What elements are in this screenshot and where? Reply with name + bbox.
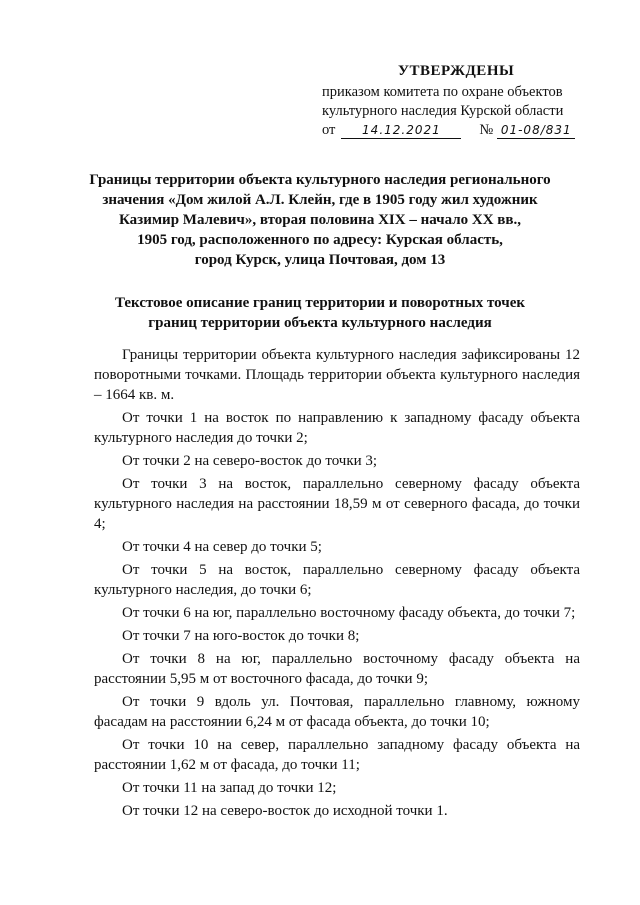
paragraph: От точки 6 на юг, параллельно восточному фасаду объекта, до точки 7; (122, 605, 576, 621)
approval-block (322, 62, 582, 140)
title-line: 1905 год, расположенного по адресу: Курская область, (137, 232, 503, 248)
document-title (70, 170, 570, 270)
paragraph: От точки 9 вдоль ул. Почтовая, параллельно главному, южному фасадам на расстоянии 6,24 м от фасада объекта, до точки 10; (94, 694, 580, 730)
number-prefix: № (479, 122, 494, 138)
paragraph: От точки 10 на север, параллельно западному фасаду объекта на расстоянии 1,62 м от фасада, до точки 11; (94, 737, 580, 773)
approval-line-2: культурного наследия Курской области (322, 103, 564, 119)
paragraph: От точки 2 на северо-восток до точки 3; (122, 453, 378, 469)
paragraph: От точки 8 на юг, параллельно восточному фасаду объекта на расстоянии 5,95 м от восточного фасада, до точки 9; (94, 651, 580, 687)
paragraph: От точки 7 на юго-восток до точки 8; (122, 628, 360, 644)
paragraph: От точки 11 на запад до точки 12; (122, 780, 337, 796)
date-prefix: от (322, 122, 336, 138)
handwritten-date: 14.12.2021 (341, 123, 461, 139)
approval-heading: УТВЕРЖДЕНЫ (398, 63, 515, 79)
paragraph: От точки 12 на северо-восток до исходной точки 1. (122, 803, 448, 819)
paragraph: От точки 3 на восток, параллельно северному фасаду объекта культурного наследия на расстоянии 18,59 м от северного фасада, до точки 4; (94, 476, 580, 532)
body-text (94, 345, 580, 824)
title-line: значения «Дом жилой А.Л. Клейн, где в 1905 году жил художник (102, 192, 538, 208)
paragraph: От точки 4 на север до точки 5; (122, 539, 322, 555)
section-heading-line: границ территории объекта культурного наследия (148, 315, 492, 331)
approval-line-1: приказом комитета по охране объектов (322, 84, 563, 100)
title-line: Границы территории объекта культурного наследия регионального (89, 172, 551, 188)
paragraph: Границы территории объекта культурного наследия зафиксированы 12 поворотными точками. Площадь территории объекта культурного наследия – 1664 кв. м. (94, 347, 580, 403)
title-line: город Курск, улица Почтовая, дом 13 (194, 252, 446, 268)
approval-sign-line (322, 121, 582, 140)
paragraph: От точки 5 на восток, параллельно северному фасаду объекта культурного наследия, до точки 6; (94, 562, 580, 598)
handwritten-number: 01-08/831 (497, 123, 575, 139)
paragraph: От точки 1 на восток по направлению к западному фасаду объекта культурного наследия до точки 2; (94, 410, 580, 446)
section-heading-line: Текстовое описание границ территории и поворотных точек (114, 295, 526, 311)
section-heading (70, 293, 570, 333)
title-line: Казимир Малевич», вторая половина XIX – начало XX вв., (118, 212, 521, 228)
